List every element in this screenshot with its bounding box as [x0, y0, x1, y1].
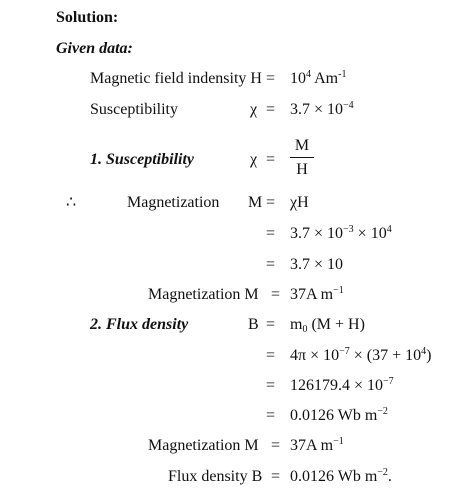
step1-result-value: 37A $m^{-1}$ — [290, 285, 344, 303]
magnetization-equals: = — [266, 194, 276, 211]
flux-formula: $m_0$ (M + H) — [290, 316, 365, 335]
given-chi-equals: = — [266, 101, 276, 118]
step1-equals: = — [266, 151, 276, 168]
magnetization-label: Magnetization — [127, 194, 220, 211]
final-flux-equals: = — [271, 468, 281, 485]
step2-line4-value: 0.0126 Wb $m^{-2}$ — [290, 406, 388, 424]
final-magnetization-label: Magnetization M — [148, 437, 259, 454]
step2-line4-equals: = — [266, 407, 276, 424]
step2-line2-value: $4\pi \times 10^{-7} \times (37 + 10^4)$ — [290, 346, 432, 364]
given-h-label: Magnetic field indensity H — [90, 70, 262, 87]
step2-line3-value: $126179.4 \times 10^{-7}$ — [290, 376, 394, 394]
magnetization-formula: χH — [290, 194, 309, 211]
final-flux-label: Flux density B — [168, 468, 263, 485]
given-chi-value: $3.7 \times 10^{-4}$ — [290, 100, 354, 118]
step2-heading: 2. Flux density — [90, 316, 189, 333]
step1-line3-value: 3.7 × 10 — [290, 256, 344, 273]
final-flux-value: 0.0126 Wb $m^{-2}$. — [290, 467, 392, 485]
step1-line2-value: $3.7 \times 10^{-3} \times 10^4$ — [290, 224, 392, 242]
step1-line2-equals: = — [266, 225, 276, 242]
fraction-bar — [290, 157, 314, 158]
given-h-value: $10^4$ $Am^{-1}$ — [290, 69, 347, 87]
step1-result-equals: = — [271, 286, 281, 303]
step1-result-label: Magnetization M — [148, 286, 259, 303]
flux-equals: = — [266, 316, 276, 333]
magnetization-symbol: M — [248, 194, 263, 211]
fraction-numerator: M — [294, 137, 310, 154]
susceptibility-fraction — [290, 136, 314, 180]
given-chi-label: Susceptibility — [90, 101, 178, 118]
step1-line3-equals: = — [266, 256, 276, 273]
given-data-heading: Given data: — [56, 40, 133, 57]
final-magnetization-value: 37A $m^{-1}$ — [290, 436, 344, 454]
final-magnetization-equals: = — [271, 437, 281, 454]
step2-line2-equals: = — [266, 347, 276, 364]
therefore-symbol: ∴ — [66, 194, 77, 211]
step1-chi-symbol: χ — [250, 151, 258, 168]
flux-symbol: B — [248, 316, 259, 333]
given-chi-symbol: χ — [250, 101, 258, 118]
step1-heading: 1. Susceptibility — [90, 151, 194, 168]
fraction-denominator: H — [296, 161, 308, 178]
solution-heading: Solution: — [56, 9, 119, 26]
given-h-equals: = — [266, 70, 276, 87]
step2-line3-equals: = — [266, 377, 276, 394]
